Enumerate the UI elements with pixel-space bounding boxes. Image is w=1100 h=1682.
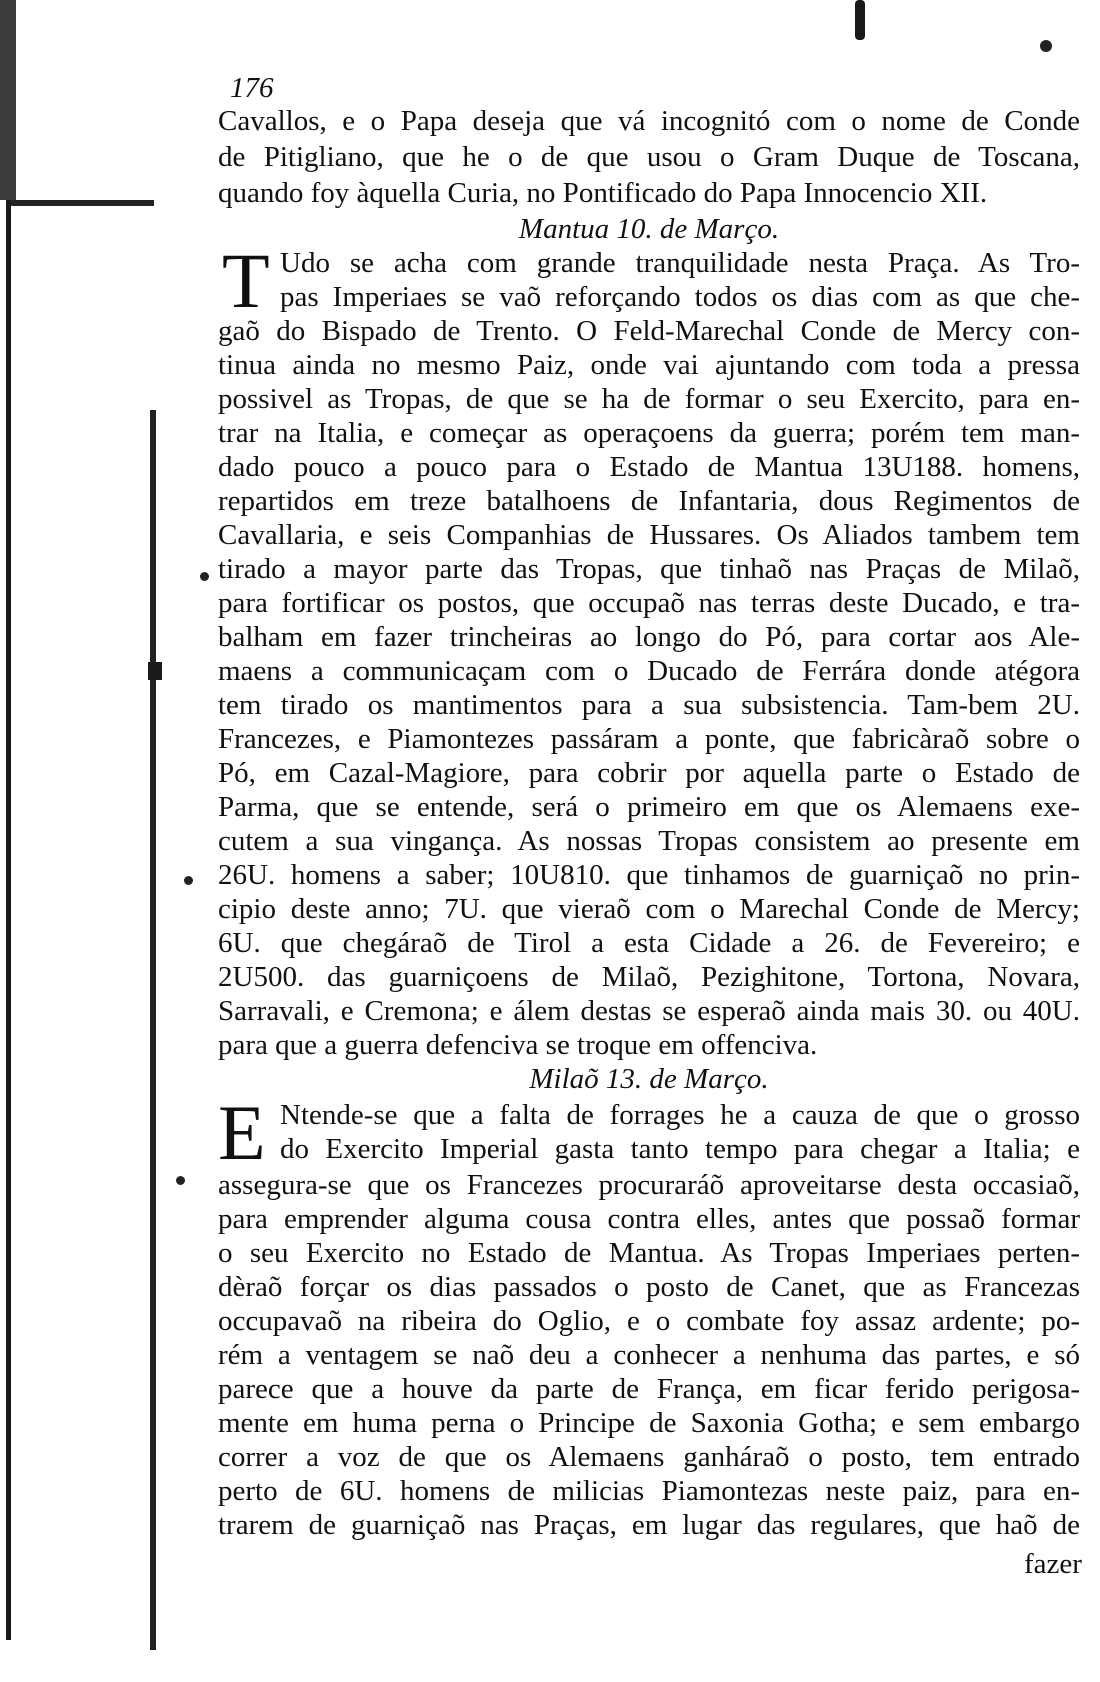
page-number: 176 xyxy=(230,72,274,104)
text-line: perto de 6U. homens de milicias Piamontezas neste paiz, para en- xyxy=(218,1475,1080,1507)
text-line: trar na Italia, e começar as operaçoens da guerra; porém tem man- xyxy=(218,417,1080,449)
text-line: 2U500. das guarniçoens de Milaõ, Pezighitone, Tortona, Novara, xyxy=(218,961,1080,993)
top-right-dot xyxy=(1040,40,1052,52)
catchword: fazer xyxy=(1024,1548,1082,1580)
margin-dot-3 xyxy=(176,1176,185,1185)
text-line: Francezes, e Piamontezes passáram a ponte, que fabricàraõ sobre o xyxy=(218,723,1080,755)
text-line: cutem a sua vingança. As nossas Tropas consistem ao presente em xyxy=(218,825,1080,857)
text-line: maens a communicaçam com o Ducado de Ferrára donde atégora xyxy=(218,655,1080,687)
margin-bracket xyxy=(148,662,162,680)
scan-border-top xyxy=(6,200,154,206)
text-line: pas Imperiaes se vaõ reforçando todos os dias com as que che- xyxy=(280,281,1080,313)
text-line: dèraõ forçar os dias passados o posto de Canet, que as Francezas xyxy=(218,1271,1080,1303)
text-line: repartidos em treze batalhoens de Infantaria, dous Regimentos de xyxy=(218,485,1080,517)
text-line: tirado a mayor parte das Tropas, que tinhaõ nas Praças de Milaõ, xyxy=(218,553,1080,585)
margin-dot-1 xyxy=(200,572,209,581)
text-line: Parma, que se entende, será o primeiro em que os Alemaens exe- xyxy=(218,791,1080,823)
text-line: para emprender alguma cousa contra elles, antes que possaõ formar xyxy=(218,1203,1080,1235)
text-line: cipio deste anno; 7U. que vieraõ com o Marechal Conde de Mercy; xyxy=(218,893,1080,925)
text-line: balham em fazer trincheiras ao longo do Pó, para cortar aos Ale- xyxy=(218,621,1080,653)
text-line: para que a guerra defenciva se troque em offenciva. xyxy=(218,1029,818,1061)
text-line: Cavallos, e o Papa deseja que vá incognitó com o nome de Conde xyxy=(218,105,1080,137)
text-line: Udo se acha com grande tranquilidade nesta Praça. As Tro- xyxy=(280,247,1080,279)
text-line: do Exercito Imperial gasta tanto tempo para chegar a Italia; e xyxy=(280,1133,1080,1165)
left-vertical-border xyxy=(6,200,11,1640)
text-line: para fortificar os postos, que occupaõ nas terras deste Ducado, e tra- xyxy=(218,587,1080,619)
dateline-mantua: Mantua 10. de Março. xyxy=(518,213,780,245)
text-line: rém a ventagem se naõ deu a conhecer a nenhuma das partes, e só xyxy=(218,1339,1080,1371)
text-line: Ntende-se que a falta de forrages he a cauza de que o grosso xyxy=(280,1099,1080,1131)
text-line: quando foy àquella Curia, no Pontificado do Papa Innocencio XII. xyxy=(218,177,988,209)
text-line: assegura-se que os Francezes procuraráõ aproveitarse desta occasiaõ, xyxy=(218,1169,1080,1201)
drop-cap: T xyxy=(222,237,270,324)
text-line: o seu Exercito no Estado de Mantua. As Tropas Imperiaes perten- xyxy=(218,1237,1080,1269)
text-line: parece que a houve da parte de França, em ficar ferido perigosa- xyxy=(218,1373,1080,1405)
text-line: de Pitigliano, que he o de que usou o Gram Duque de Toscana, xyxy=(218,141,1080,173)
text-line: mente em huma perna o Principe de Saxonia Gotha; e sem embargo xyxy=(218,1407,1080,1439)
drop-cap: E xyxy=(218,1089,266,1176)
text-line: tem tirado os mantimentos para a sua subsistencia. Tam-bem 2U. xyxy=(218,689,1080,721)
text-line: Cavallaria, e seis Companhias de Hussares. Os Aliados tambem tem xyxy=(218,519,1080,551)
left-edge-artifact xyxy=(0,0,16,200)
text-line: gaõ do Bispado de Trento. O Feld-Marechal Conde de Mercy con- xyxy=(218,315,1080,347)
text-line: dado pouco a pouco para o Estado de Mantua 13U188. homens, xyxy=(218,451,1080,483)
text-line: tinua ainda no mesmo Paiz, onde vai ajuntando com toda a pressa xyxy=(218,349,1080,381)
margin-dot-2 xyxy=(184,876,193,885)
text-line: Sarravali, e Cremona; e álem destas se esperaõ ainda mais 30. ou 40U. xyxy=(218,995,1080,1027)
text-line: trarem de guarniçaõ nas Praças, em lugar das regulares, que haõ de xyxy=(218,1509,1080,1541)
text-line: correr a voz de que os Alemaens ganháraõ o posto, tem entrado xyxy=(218,1441,1080,1473)
text-line: occupavaõ na ribeira do Oglio, e o combate foy assaz ardente; po- xyxy=(218,1305,1080,1337)
text-line: 6U. que chegáraõ de Tirol a esta Cidade a 26. de Fevereiro; e xyxy=(218,927,1080,959)
top-ink-mark xyxy=(855,0,865,40)
dateline-milao: Milaõ 13. de Março. xyxy=(529,1063,769,1095)
text-line: Pó, em Cazal-Magiore, para cobrir por aquella parte o Estado de xyxy=(218,757,1080,789)
text-line: possivel as Tropas, de que se ha de formar o seu Exercito, para en- xyxy=(218,383,1080,415)
text-line: 26U. homens a saber; 10U810. que tinhamos de guarniçaõ no prin- xyxy=(218,859,1080,891)
scan-border-rule xyxy=(150,410,156,1650)
